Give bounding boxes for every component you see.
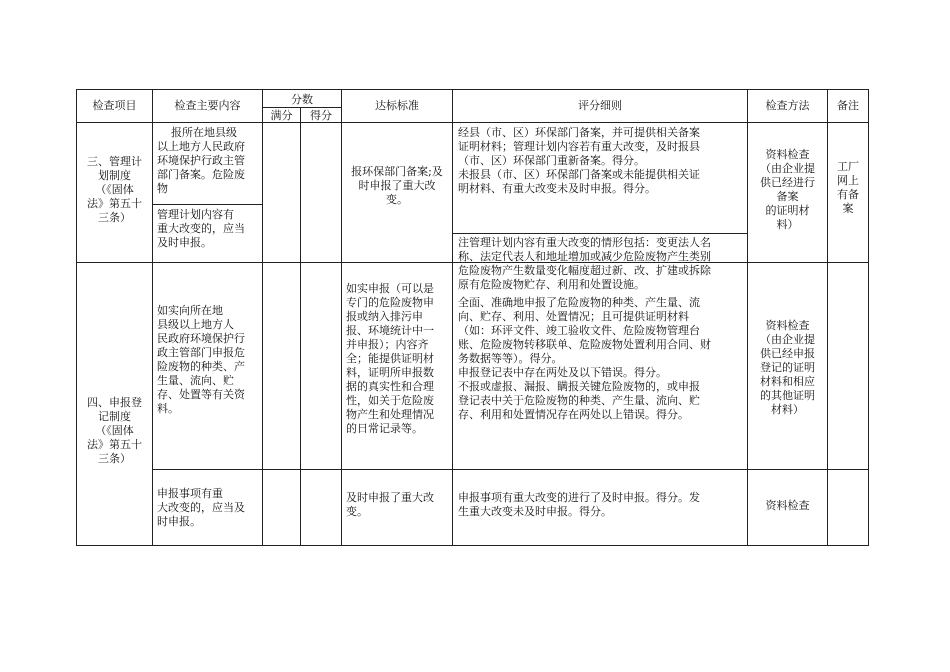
table-border-top — [76, 89, 869, 90]
header-content: 检查主要内容 — [174, 99, 241, 112]
table-border-right — [868, 89, 869, 546]
row2-detail-a: 全面、准确地申报了危险废物的种类、产生量、流 向、贮存、利用、处置情况；且可提供证明材料 （如：环评文件、竣工验收文件、危险废物管理台 账、危险废物转移联单、危险废物处置利用合同、财 务数据等等）。得分。 申报登记表中存在两处及以下错误。得分。 不报或虚报、漏报、瞒报关键危险废物的，或申报 登记表中关于危险废物的种类、产生量、流向、贮 存、利用和处置情况存在两处以上错误。得分。 — [458, 296, 711, 421]
row1-note: 工厂 网上 有备 案 — [837, 160, 859, 215]
row2-method-b: 资料检查 — [765, 499, 810, 512]
row1-detail-a: 经县（市、区）环保部门备案，并可提供相关备案 证明材料；管理计划内容若有重大改变，及时报县 （市、区）环保部门重新备案。得分。 未报县（市、区）环保部门备案或未能提供相关证 明材料、有重大改变未及时申报。得分。 — [458, 126, 700, 195]
row1-detail-b: 注管理计划内容有重大改变的情形包括：变更法人名 称、法定代表人和地址增加或减少危险废物产生类别 危险废物产生数量变化幅度超过新、改、扩建或拆除 原有危险废物贮存、利用和处置设施。 — [458, 236, 711, 291]
row1-method: 资料检查 （由企业提 供已经进行 备案 的证明材 料） — [760, 148, 815, 231]
header-got-score: 得分 — [310, 109, 332, 122]
row1-detail-divider — [452, 233, 748, 234]
row2-standard-a: 如实申报（可以是 专门的危险废物申 报或纳入排污申 报、环境统计中一 并申报）；内容齐 全；能提供证明材 料，证明所申报数 据的真实性和合理 性，如关于危险废 物产生和处理情况 的日常记录等。 — [346, 282, 434, 435]
row2-detail-b: 申报事项有重大改变的进行了及时申报。得分。发 生重大改变未及时申报。得分。 — [458, 491, 700, 518]
row2-standard-b: 及时申报了重大改 变。 — [346, 491, 434, 518]
row1-content-b: 管理计划内容有 重大改变的，应当 及时申报。 — [157, 208, 245, 249]
row1-content-divider — [152, 204, 262, 205]
col-divider-score — [341, 89, 342, 546]
header-full-score: 满分 — [270, 109, 293, 122]
header-bottom-line — [76, 122, 869, 123]
col-divider-full — [300, 107, 301, 546]
header-item: 检查项目 — [92, 99, 137, 112]
table-border-bottom — [76, 545, 869, 546]
row1-content-a: 报所在地县级 以上地方人民政府 环境保护行政主管 部门备案。危险废 物 — [157, 126, 245, 195]
header-note: 备注 — [837, 99, 859, 112]
row1-standard: 报环保部门备案;及 时申报了重大改 变。 — [351, 165, 443, 206]
header-method: 检查方法 — [765, 99, 810, 112]
header-score: 分数 — [291, 93, 313, 106]
row2-content-b: 申报事项有重 大改变的，应当及 时申报。 — [157, 487, 245, 528]
row1-item: 三、管理计 划制度 （《固体 法》第五十 三条） — [87, 155, 142, 224]
row2-subrow-divider — [152, 469, 869, 470]
row2-content-a: 如实向所在地 县级以上地方人 民政府环境保护行 政主管部门申报危 险废物的种类、产 生量、流向、贮 存、处置等有关资 料。 — [157, 304, 245, 415]
col-divider-method — [827, 89, 828, 546]
row2-item: 四、申报登 记制度 （《固体 法》第五十 三条） — [87, 396, 142, 465]
row2-method-a: 资料检查 （由企业提 供已经申报 登记的证明 材料和相应 的其他证明 材料） — [760, 319, 815, 416]
header-standard: 达标标准 — [375, 99, 419, 112]
header-detail: 评分细则 — [578, 99, 622, 112]
score-header-divider — [262, 107, 342, 108]
col-divider-content — [262, 89, 263, 546]
col-divider-standard — [452, 89, 453, 546]
col-divider-item — [152, 89, 153, 546]
